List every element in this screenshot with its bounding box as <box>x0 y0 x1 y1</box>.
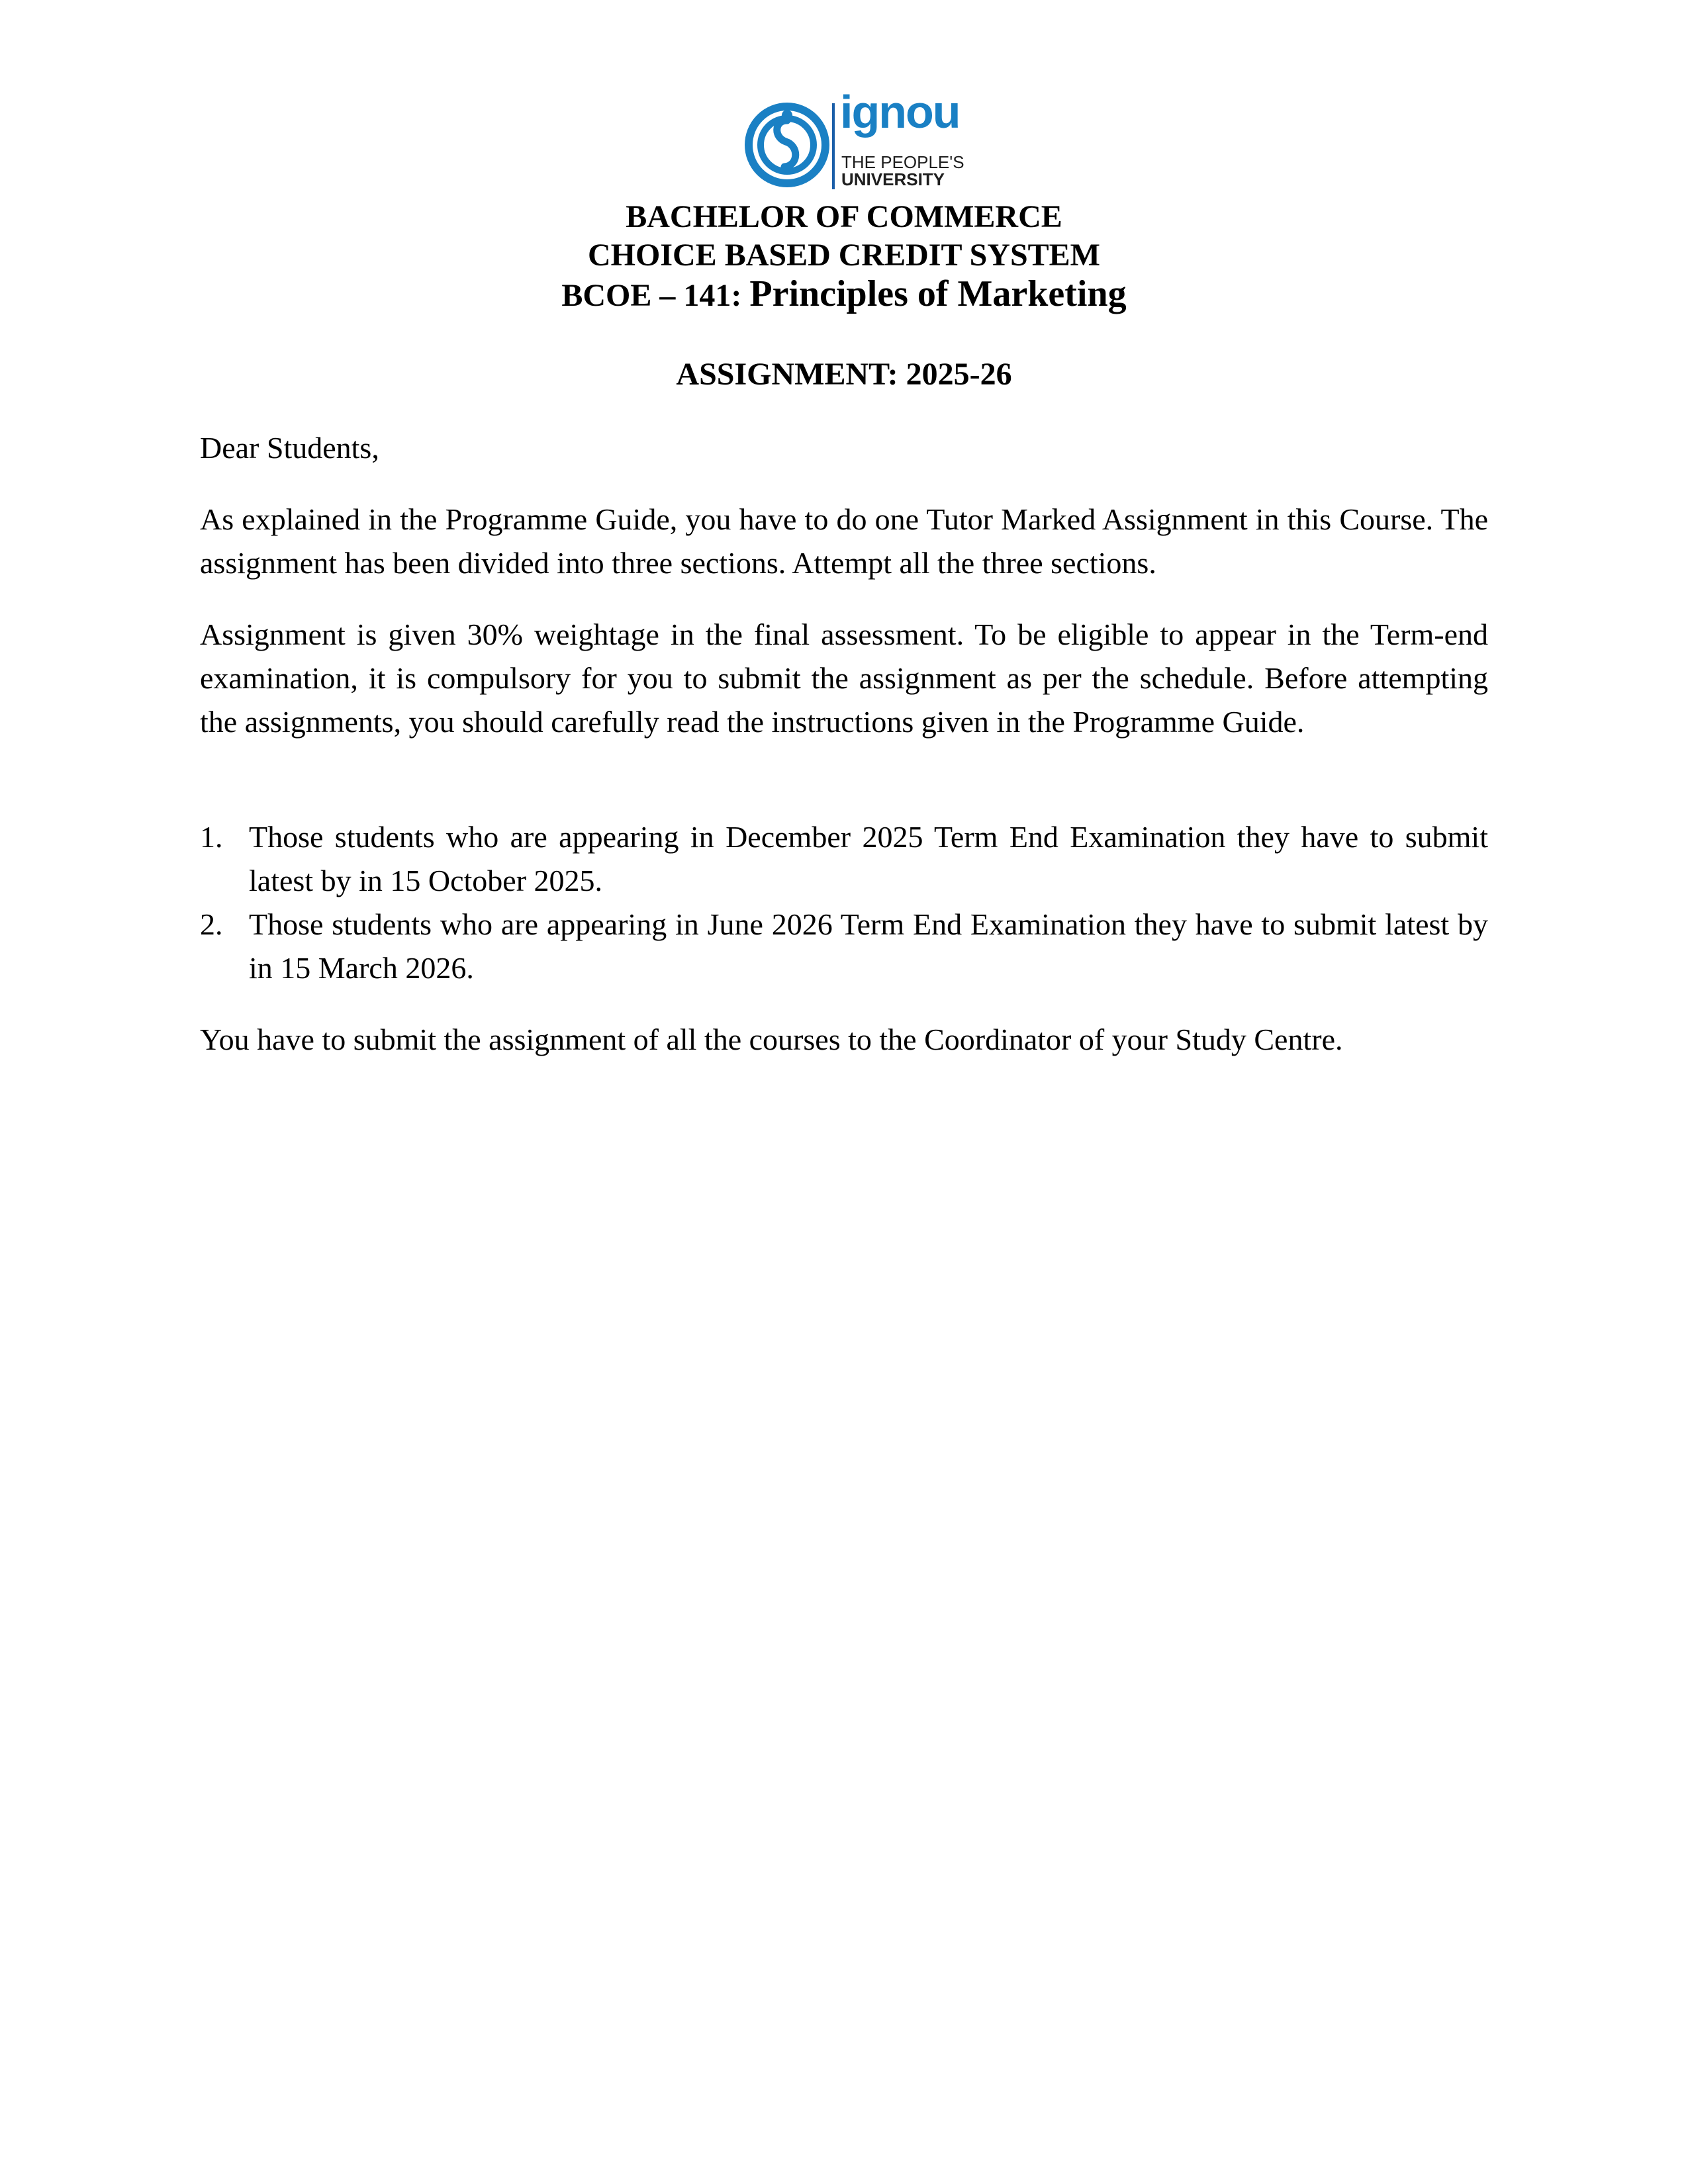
logo-divider <box>832 103 835 189</box>
closing-paragraph: You have to submit the assignment of all the courses to the Coordinator of your Study Centre. <box>200 1023 1343 1056</box>
salutation: Dear Students, <box>200 431 379 465</box>
list-item-text: Those students who are appearing in December 2025 Term End Examination they have to submit latest by in 15 October 2025. <box>249 820 1488 897</box>
programme-title: BACHELOR OF COMMERCE <box>626 199 1062 234</box>
assignment-title: ASSIGNMENT: 2025-26 <box>676 357 1012 392</box>
logo-tagline-line1: THE PEOPLE'S <box>841 152 964 172</box>
ignou-emblem-icon <box>743 101 831 189</box>
logo-wordmark: ignou <box>840 86 960 138</box>
weightage-paragraph: Assignment is given 30% weightage in the final assessment. To be eligible to appear in the Term-end examination, it is compulsory for you to submit the assignment as per the schedule. Before attempting the assignments, you should carefully read the instructions given in the Programme Guide. <box>200 617 1488 739</box>
logo-tagline-line2: UNIVERSITY <box>841 169 945 189</box>
list-item-number: 1. <box>200 820 223 854</box>
scheme-title: CHOICE BASED CREDIT SYSTEM <box>588 238 1100 273</box>
course-code: BCOE – 141: <box>561 278 750 313</box>
list-item-number: 2. <box>200 907 223 941</box>
list-item <box>200 815 1488 903</box>
intro-paragraph: As explained in the Programme Guide, you have to do one Tutor Marked Assignment in this Course. The assignment has been divided into three sections. Attempt all the three sections. <box>200 502 1488 580</box>
course-title <box>0 273 1688 315</box>
list-item <box>200 903 1488 990</box>
ignou-logo <box>743 86 964 189</box>
list-item-text: Those students who are appearing in June 2026 Term End Examination they have to submit latest by in 15 March 2026. <box>249 907 1488 985</box>
submission-schedule-list <box>200 815 1488 990</box>
course-name: Principles of Marketing <box>749 273 1127 314</box>
